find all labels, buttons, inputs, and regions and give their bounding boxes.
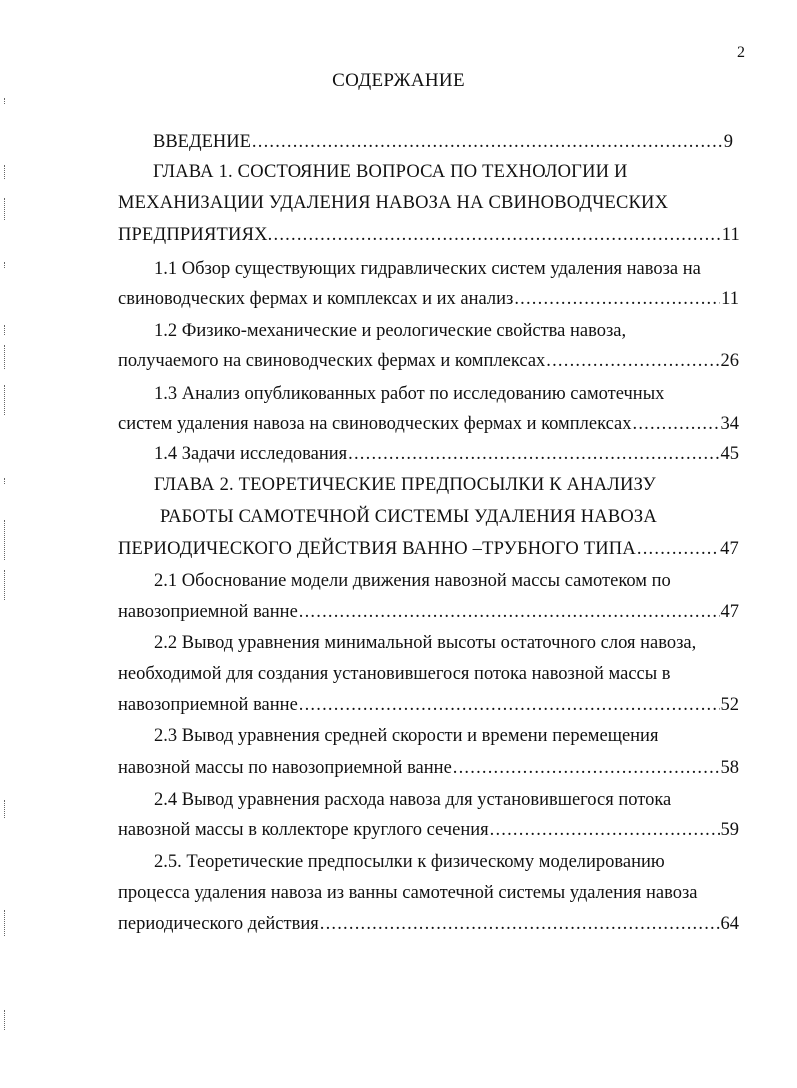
toc-entry-page: 59 xyxy=(720,820,739,840)
toc-entry-1-3-line: 1.3 Анализ опубликованных работ по исследованию самотечных xyxy=(154,384,665,404)
toc-entry-page: 52 xyxy=(720,695,739,715)
toc-chapter-2-line: РАБОТЫ САМОТЕЧНОЙ СИСТЕМЫ УДАЛЕНИЯ НАВОЗА xyxy=(160,507,657,527)
toc-entry-2-2-line: необходимой для создания установившегося потока навозной массы в xyxy=(118,664,671,684)
scan-speck xyxy=(4,98,8,104)
toc-entry-2-5 xyxy=(118,910,739,938)
toc-entry-2-2 xyxy=(118,691,739,719)
scan-speck xyxy=(4,520,8,560)
toc-entry-1-2-line: 1.2 Физико-механические и реологические свойства навоза, xyxy=(154,321,627,341)
toc-entry-title: систем удаления навоза на свиноводческих фермах и комплексах xyxy=(118,414,632,434)
page-title: СОДЕРЖАНИЕ xyxy=(332,70,465,91)
toc-chapter-1-line: ГЛАВА 1. СОСТОЯНИЕ ВОПРОСА ПО ТЕХНОЛОГИИ И xyxy=(153,162,628,182)
toc-leader-dots xyxy=(637,535,719,563)
toc-entry-page: 47 xyxy=(720,602,739,622)
toc-entry-1-1 xyxy=(118,285,739,313)
scan-speck xyxy=(4,345,8,369)
toc-entry-page: 34 xyxy=(720,414,739,434)
toc-entry-title: навозной массы по навозоприемной ванне xyxy=(118,758,452,778)
toc-leader-dots xyxy=(490,816,720,844)
scan-speck xyxy=(4,910,8,936)
toc-entry-page: 26 xyxy=(720,351,739,371)
toc-chapter-1-line: МЕХАНИЗАЦИИ УДАЛЕНИЯ НАВОЗА НА СВИНОВОДЧЕСКИХ xyxy=(118,193,669,213)
scan-speck xyxy=(4,262,8,268)
toc-entry-title: свиноводческих фермах и комплексах и их анализ xyxy=(118,289,514,309)
toc-entry-2-3-line: 2.3 Вывод уравнения средней скорости и времени перемещения xyxy=(154,726,659,746)
toc-entry-page: 9 xyxy=(723,132,733,152)
toc-entry-2-1 xyxy=(118,598,739,626)
toc-leader-dots xyxy=(546,347,719,375)
toc-leader-dots xyxy=(299,691,720,719)
toc-entry-2-4 xyxy=(118,816,739,844)
toc-entry-chapter-1 xyxy=(118,221,740,249)
toc-entry-1-1-line: 1.1 Обзор существующих гидравлических систем удаления навоза на xyxy=(154,259,701,279)
toc-entry-title: периодического действия xyxy=(118,914,319,934)
toc-entry-page: 45 xyxy=(720,444,739,464)
toc-entry-page: 11 xyxy=(721,289,739,309)
toc-entry-page: 11 xyxy=(721,225,740,245)
page-number: 2 xyxy=(737,44,745,61)
toc-entry-page: 64 xyxy=(720,914,739,934)
toc-leader-dots xyxy=(633,410,720,438)
toc-entry-1-3 xyxy=(118,410,739,438)
toc-entry-2-5-line: 2.5. Теоретические предпосылки к физическому моделированию xyxy=(154,852,665,872)
toc-leader-dots xyxy=(514,285,720,313)
toc-leader-dots xyxy=(453,754,720,782)
scan-speck xyxy=(4,198,8,220)
toc-entry-1-2 xyxy=(118,347,739,375)
toc-leader-dots xyxy=(252,128,723,156)
toc-entry-title: навозоприемной ванне xyxy=(118,602,298,622)
toc-entry-2-1-line: 2.1 Обоснование модели движения навозной массы самотеком по xyxy=(154,571,671,591)
scan-speck xyxy=(4,478,8,484)
toc-leader-dots xyxy=(320,910,720,938)
scan-speck xyxy=(4,385,8,415)
toc-entry-title: ВВЕДЕНИЕ xyxy=(153,132,251,152)
toc-entry-page: 58 xyxy=(720,758,739,778)
scan-speck xyxy=(4,165,8,179)
toc-entry-1-4 xyxy=(154,440,739,468)
toc-entry-2-4-line: 2.4 Вывод уравнения расхода навоза для установившегося потока xyxy=(154,790,672,810)
toc-entry-2-5-line: процесса удаления навоза из ванны самотечной системы удаления навоза xyxy=(118,883,698,903)
scan-speck xyxy=(4,800,8,818)
toc-entry-2-3 xyxy=(118,754,739,782)
toc-entry-title: навозной массы в коллекторе круглого сечения xyxy=(118,820,489,840)
toc-leader-dots xyxy=(274,221,721,249)
toc-entry-title: ПЕРИОДИЧЕСКОГО ДЕЙСТВИЯ ВАННО –ТРУБНОГО ТИПА xyxy=(118,539,636,559)
scan-speck xyxy=(4,1010,8,1030)
toc-leader-dots xyxy=(348,440,719,468)
toc-entry-introduction xyxy=(153,128,733,156)
toc-chapter-2-line: ГЛАВА 2. ТЕОРЕТИЧЕСКИЕ ПРЕДПОСЫЛКИ К АНАЛИЗУ xyxy=(154,475,656,495)
toc-entry-title: навозоприемной ванне xyxy=(118,695,298,715)
toc-entry-2-2-line: 2.2 Вывод уравнения минимальной высоты остаточного слоя навоза, xyxy=(154,633,697,653)
toc-entry-title: ПРЕДПРИЯТИЯХ. xyxy=(118,225,273,245)
toc-entry-title: 1.4 Задачи исследования xyxy=(154,444,348,464)
scan-speck xyxy=(4,570,8,600)
toc-entry-page: 47 xyxy=(720,539,739,559)
scan-margin-artifacts xyxy=(4,0,18,1088)
toc-entry-title: получаемого на свиноводческих фермах и комплексах xyxy=(118,351,546,371)
scan-speck xyxy=(4,325,8,335)
toc-leader-dots xyxy=(299,598,720,626)
toc-entry-chapter-2 xyxy=(118,535,739,563)
